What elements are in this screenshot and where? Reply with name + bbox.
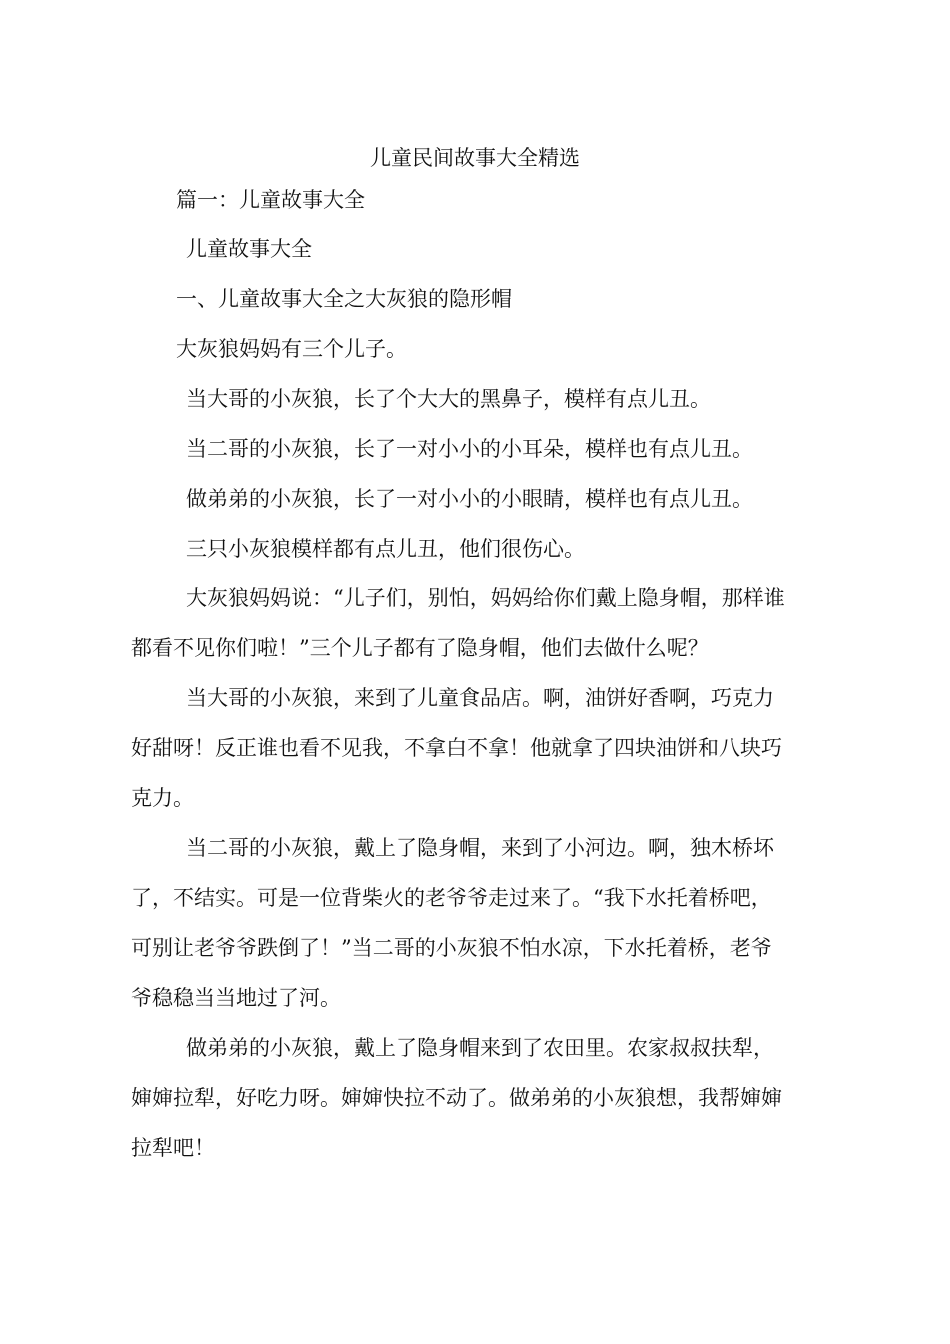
subsection-heading: 儿童故事大全 xyxy=(186,237,312,261)
story-line: 三只小灰狼模样都有点儿丑，他们很伤心。 xyxy=(186,537,585,561)
story-line: 做弟弟的小灰狼，戴上了隐身帽来到了农田里。农家叔叔扶犁， xyxy=(186,1036,774,1060)
document-title: 儿童民间故事大全精选 xyxy=(370,146,580,170)
story-line: 爷稳稳当当地过了河。 xyxy=(131,986,341,1010)
story-line: 大灰狼妈妈有三个儿子。 xyxy=(176,337,407,361)
story-line: 可别让老爷爷跌倒了！”当二哥的小灰狼不怕水凉，下水托着桥，老爷 xyxy=(131,936,772,960)
story-line: 当大哥的小灰狼，来到了儿童食品店。啊，油饼好香啊，巧克力 xyxy=(186,686,774,710)
story-line: 婶婶拉犁，好吃力呀。婶婶快拉不动了。做弟弟的小灰狼想，我帮婶婶 xyxy=(131,1086,782,1110)
story-line: 当大哥的小灰狼，长了个大大的黑鼻子，模样有点儿丑。 xyxy=(186,387,711,411)
story-line: 好甜呀！反正谁也看不见我，不拿白不拿！他就拿了四块油饼和八块巧 xyxy=(131,736,782,760)
story-line: 拉犁吧！ xyxy=(131,1136,215,1160)
story-line: 当二哥的小灰狼，长了一对小小的小耳朵，模样也有点儿丑。 xyxy=(186,437,753,461)
story-line: 都看不见你们啦！”三个儿子都有了隐身帽，他们去做什么呢？ xyxy=(131,636,709,660)
story-line: 了，不结实。可是一位背柴火的老爷爷走过来了。“我下水托着桥吧， xyxy=(131,886,772,910)
section-heading: 篇一：儿童故事大全 xyxy=(176,188,365,212)
story-line: 克力。 xyxy=(131,786,194,810)
story-line: 做弟弟的小灰狼，长了一对小小的小眼睛，模样也有点儿丑。 xyxy=(186,487,753,511)
story-line: 当二哥的小灰狼，戴上了隐身帽，来到了小河边。啊，独木桥坏 xyxy=(186,836,774,860)
story-heading: 一、儿童故事大全之大灰狼的隐形帽 xyxy=(176,287,512,311)
story-line: 大灰狼妈妈说：“儿子们，别怕，妈妈给你们戴上隐身帽，那样谁 xyxy=(186,586,785,610)
